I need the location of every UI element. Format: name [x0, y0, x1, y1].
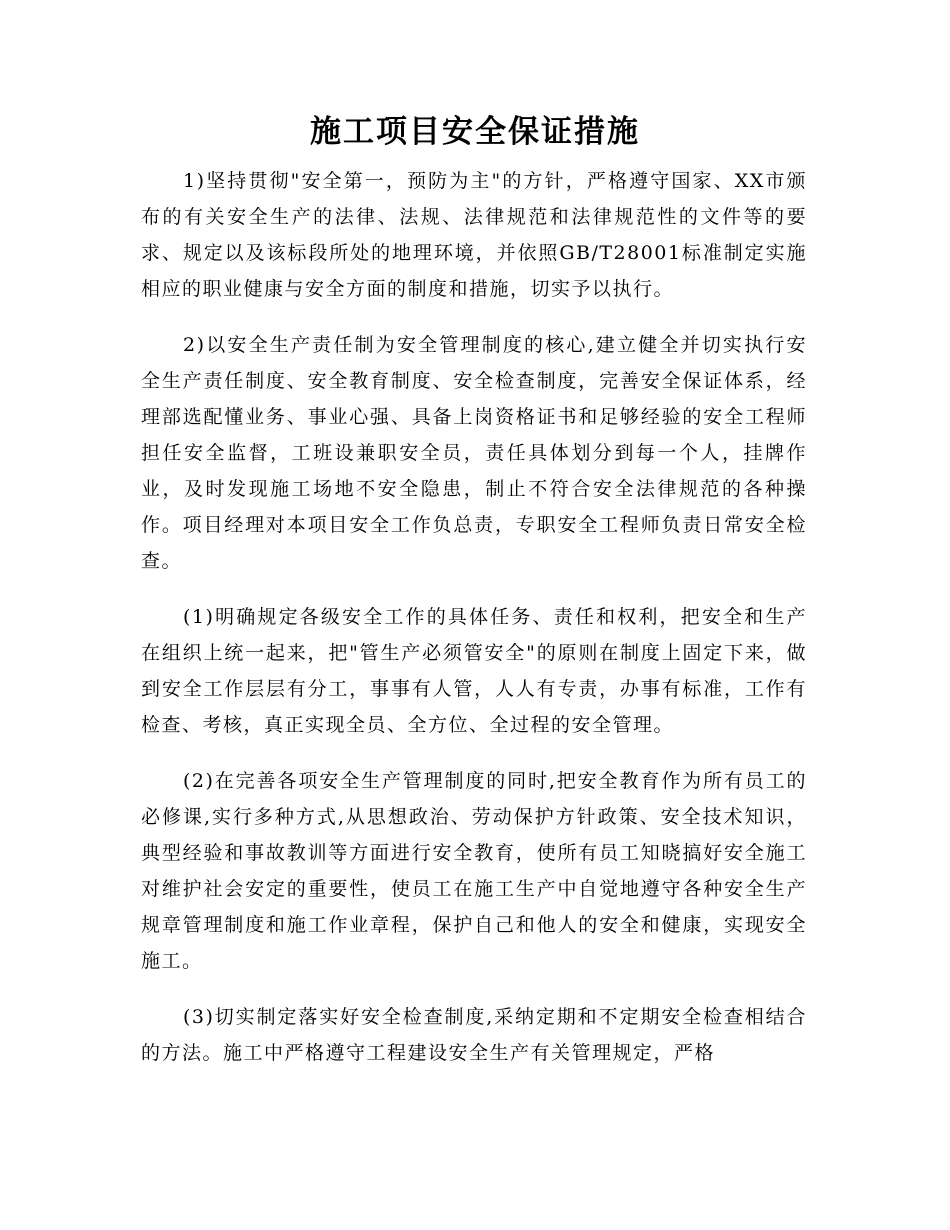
paragraph-4: (2)在完善各项安全生产管理制度的同时,把安全教育作为所有员工的必修课,实行多种方式,从思想政治、劳动保护方针政策、安全技术知识，典型经验和事故教训等方面进行安全教育，使所有员工知晓搞好安全施工对维护社会安定的重要性，使员工在施工生产中自觉地遵守各种安全生产规章管理制度和施工作业章程，保护自己和他人的安全和健康，实现安全施工。 — [141, 770, 807, 972]
paragraph-1: 1)坚持贯彻"安全第一，预防为主"的方针，严格遵守国家、XX市颁布的有关安全生产的法律、法规、法律规范和法律规范性的文件等的要求、规定以及该标段所处的地理环境，并依照GB/T28001标准制定实施相应的职业健康与安全方面的制度和措施，切实予以执行。 — [141, 170, 807, 300]
document-title: 施工项目安全保证措施 — [310, 114, 640, 150]
paragraph-2: 2)以安全生产责任制为安全管理制度的核心,建立健全并切实执行安全生产责任制度、安全教育制度、安全检查制度，完善安全保证体系，经理部选配懂业务、事业心强、具备上岗资格证书和足够经验的安全工程师担任安全监督，工班设兼职安全员，责任具体划分到每一个人，挂牌作业，及时发现施工场地不安全隐患，制止不符合安全法律规范的各种操作。项目经理对本项目安全工作负总责，专职安全工程师负责日常安全检查。 — [141, 334, 807, 572]
paragraph-3: (1)明确规定各级安全工作的具体任务、责任和权利，把安全和生产在组织上统一起来，把"管生产必须管安全"的原则在制度上固定下来，做到安全工作层层有分工，事事有人管，人人有专责，办事有标准，工作有检查、考核，真正实现全员、全方位、全过程的安全管理。 — [141, 606, 807, 736]
paragraph-5: (3)切实制定落实好安全检查制度,采纳定期和不定期安全检查相结合的方法。施工中严格遵守工程建设安全生产有关管理规定，严格 — [141, 1006, 807, 1064]
document-body — [141, 163, 807, 1091]
